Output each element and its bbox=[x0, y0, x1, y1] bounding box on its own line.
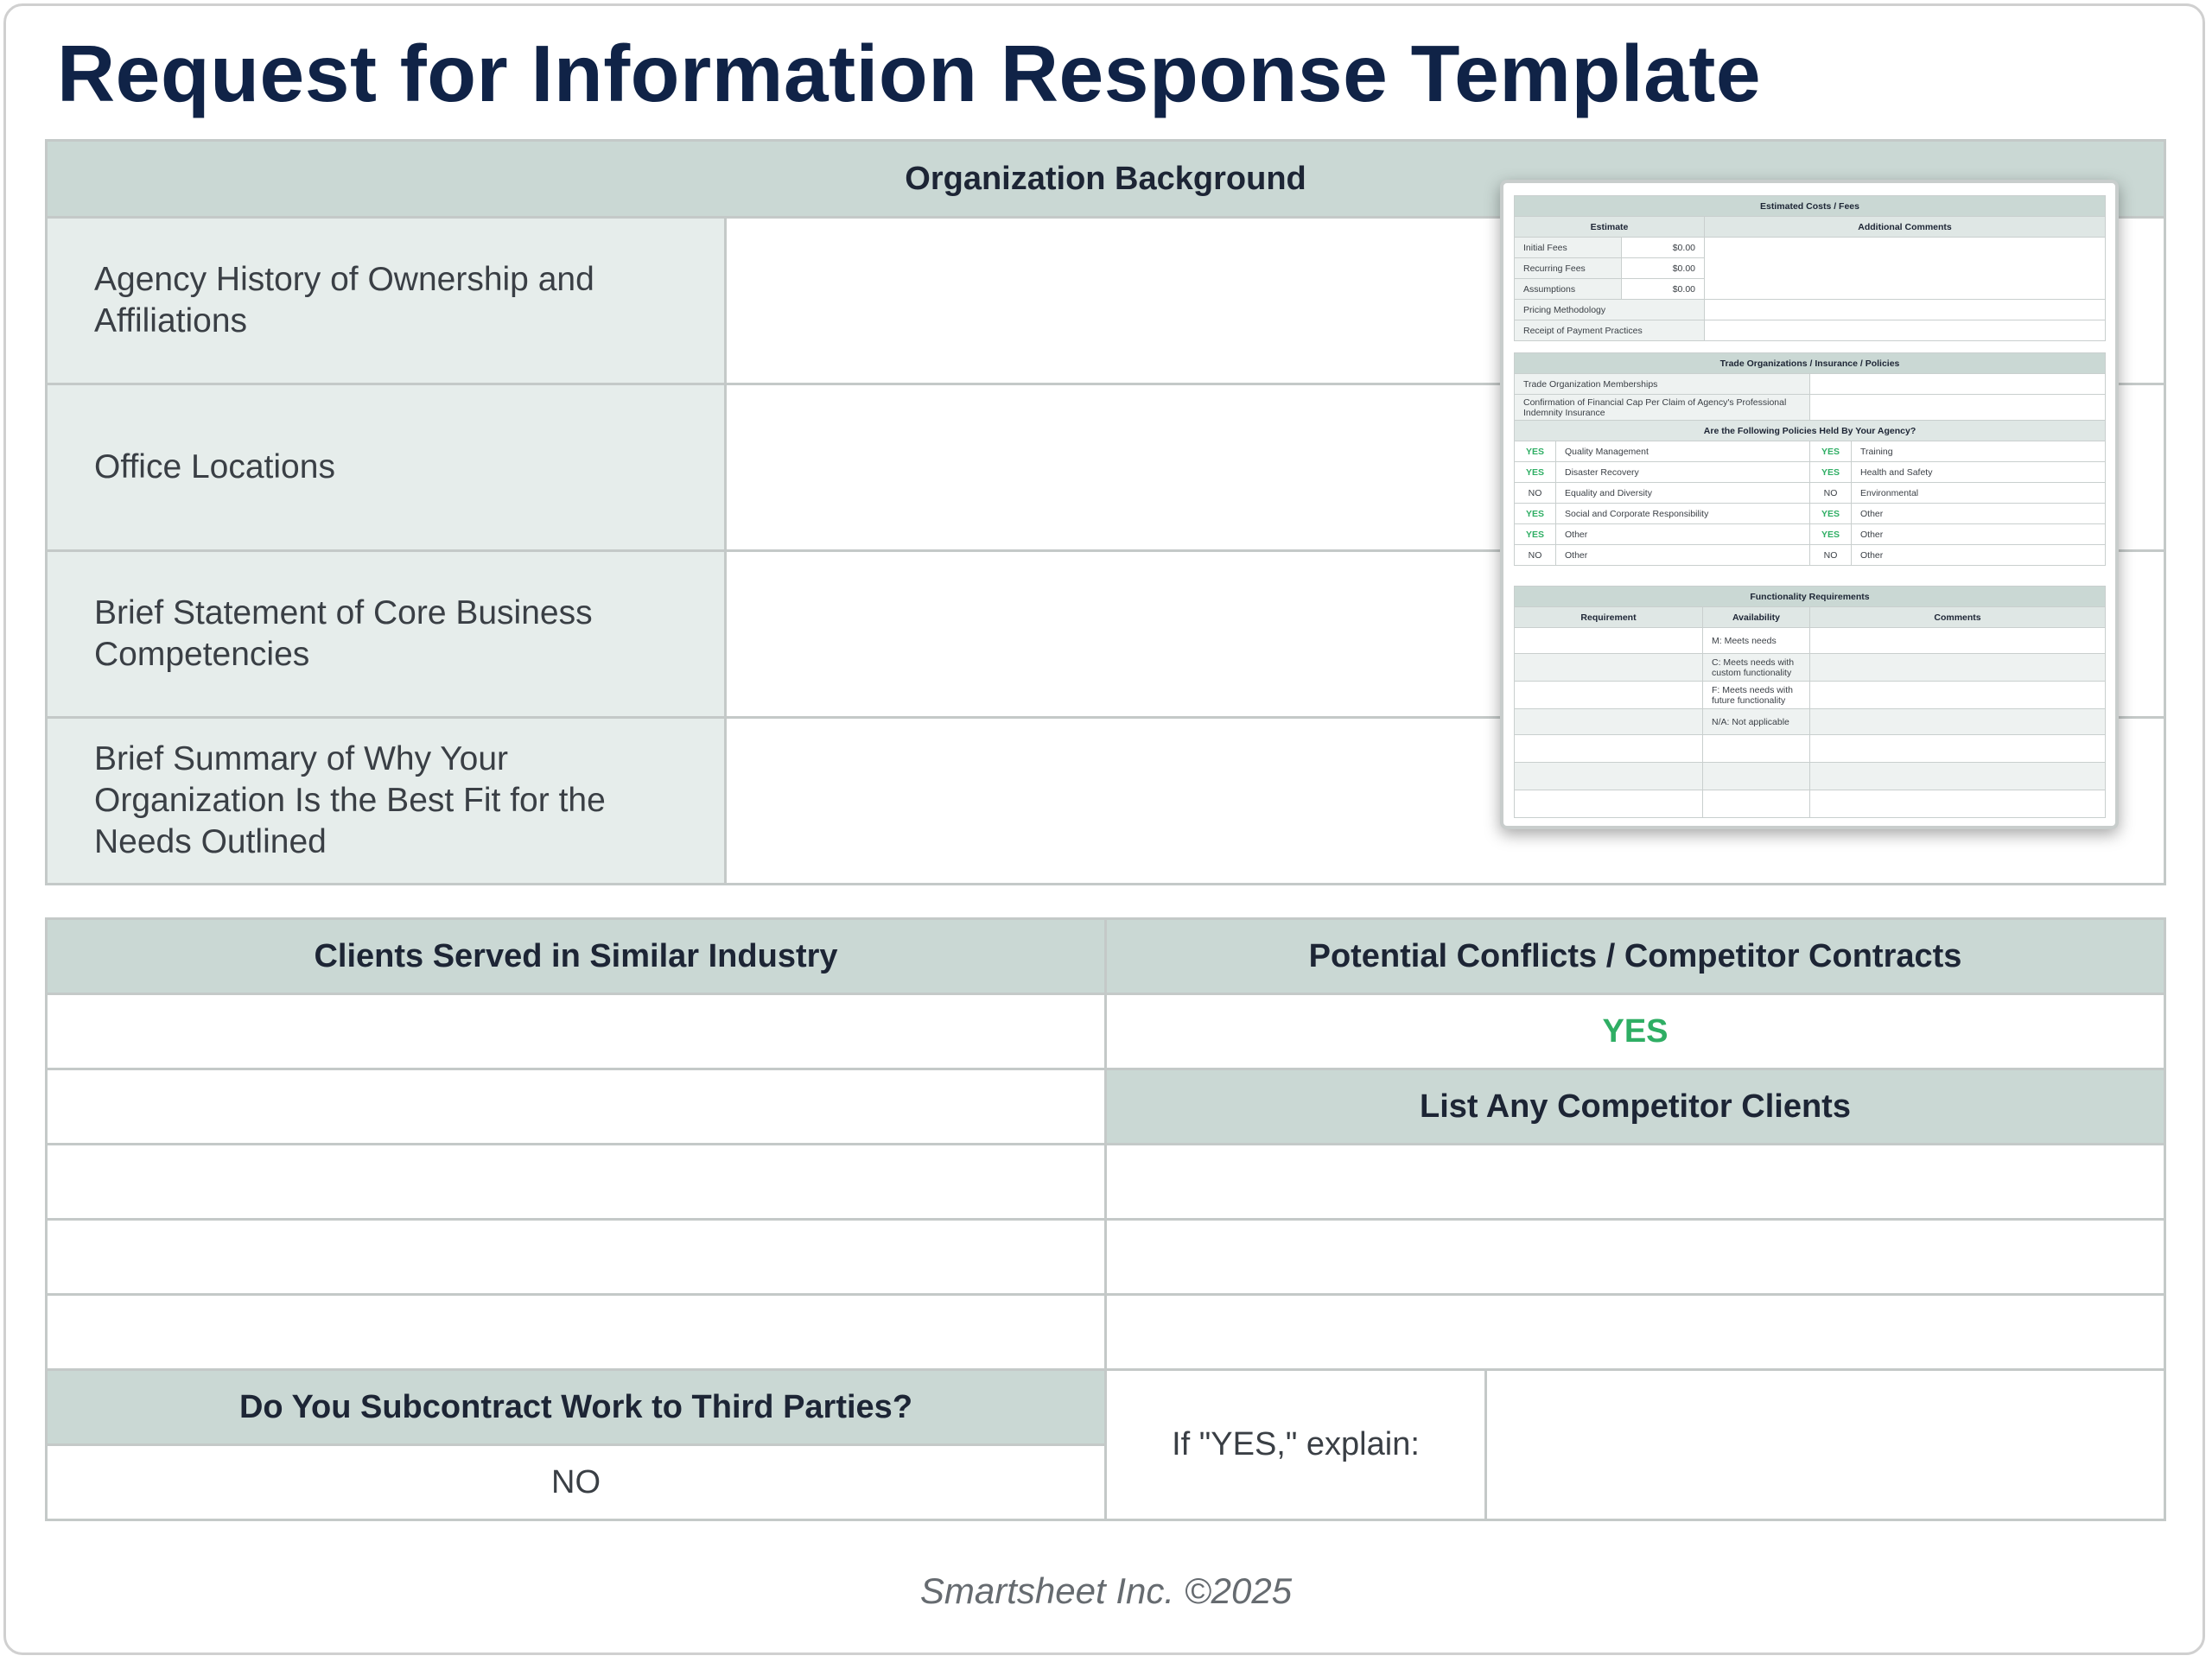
thumb-trade-label: Confirmation of Financial Cap Per Claim of Agency's Professional Indemnity Insurance bbox=[1515, 395, 1810, 421]
client-field-4[interactable] bbox=[47, 1220, 1106, 1295]
org-background-header: Organization Background bbox=[47, 141, 2165, 218]
thumb-availability-option: F: Meets needs with future functionality bbox=[1703, 682, 1810, 709]
thumb-policy-label: Social and Corporate Responsibility bbox=[1556, 504, 1810, 524]
thumb-costs-header: Estimated Costs / Fees bbox=[1515, 196, 2106, 217]
competitor-client-field-3[interactable] bbox=[1106, 1295, 2165, 1370]
thumb-availability-option: M: Meets needs bbox=[1703, 628, 1810, 654]
competitor-clients-header: List Any Competitor Clients bbox=[1106, 1069, 2165, 1145]
thumb-estimate-col: Estimate bbox=[1515, 217, 1705, 238]
thumb-policy-value: YES bbox=[1810, 462, 1852, 483]
clients-served-header: Clients Served in Similar Industry bbox=[47, 919, 1106, 994]
conflicts-header: Potential Conflicts / Competitor Contracts bbox=[1106, 919, 2165, 994]
thumb-cost-value: $0.00 bbox=[1622, 279, 1705, 300]
page-title: Request for Information Response Template bbox=[57, 29, 1762, 118]
thumb-policy-value: NO bbox=[1515, 483, 1556, 504]
thumb-policy-label: Other bbox=[1852, 504, 2106, 524]
thumb-policy-label: Other bbox=[1852, 545, 2106, 566]
thumb-requirement-col: Requirement bbox=[1515, 607, 1703, 628]
thumb-policies-header: Are the Following Policies Held By Your Agency? bbox=[1515, 421, 2106, 441]
thumb-policy-value: YES bbox=[1810, 504, 1852, 524]
thumb-policy-value: YES bbox=[1515, 504, 1556, 524]
client-field-1[interactable] bbox=[47, 994, 1106, 1069]
thumb-cost-label: Receipt of Payment Practices bbox=[1515, 320, 1705, 341]
thumb-func-comments-col: Comments bbox=[1810, 607, 2106, 628]
thumb-cost-comment bbox=[1705, 320, 2106, 341]
thumb-policy-label: Equality and Diversity bbox=[1556, 483, 1810, 504]
thumb-policy-label: Other bbox=[1556, 545, 1810, 566]
thumb-policy-value: YES bbox=[1810, 524, 1852, 545]
thumb-policy-label: Other bbox=[1556, 524, 1810, 545]
thumb-policy-value: YES bbox=[1810, 441, 1852, 462]
conflicts-value[interactable]: YES bbox=[1106, 994, 2165, 1069]
thumb-policy-value: NO bbox=[1810, 483, 1852, 504]
thumb-cost-comment bbox=[1705, 238, 2106, 300]
client-field-3[interactable] bbox=[47, 1145, 1106, 1220]
thumb-policy-value: NO bbox=[1515, 545, 1556, 566]
thumb-func-header: Functionality Requirements bbox=[1515, 587, 2106, 607]
thumb-policy-label: Environmental bbox=[1852, 483, 2106, 504]
template-preview-thumbnail bbox=[1500, 180, 2119, 829]
thumb-trade-table bbox=[1514, 352, 2106, 566]
clients-conflicts-table bbox=[45, 917, 2166, 1521]
thumb-policy-value: YES bbox=[1515, 462, 1556, 483]
thumb-comments-col: Additional Comments bbox=[1705, 217, 2106, 238]
thumb-availability-col: Availability bbox=[1703, 607, 1810, 628]
explain-label: If "YES," explain: bbox=[1106, 1370, 1486, 1520]
core-competencies-label: Brief Statement of Core Business Competencies bbox=[47, 551, 726, 718]
ownership-history-label: Agency History of Ownership and Affiliations bbox=[47, 218, 726, 384]
client-field-5[interactable] bbox=[47, 1295, 1106, 1370]
thumb-availability-option: C: Meets needs with custom functionality bbox=[1703, 654, 1810, 682]
thumb-availability-option: N/A: Not applicable bbox=[1703, 709, 1810, 735]
thumb-costs-table bbox=[1514, 195, 2106, 341]
explain-field[interactable] bbox=[1486, 1370, 2165, 1520]
competitor-client-field-2[interactable] bbox=[1106, 1220, 2165, 1295]
thumb-functionality-table bbox=[1514, 586, 2106, 818]
thumb-trade-value bbox=[1810, 395, 2106, 421]
thumb-policy-value: YES bbox=[1515, 441, 1556, 462]
office-locations-label: Office Locations bbox=[47, 384, 726, 551]
thumb-policy-value: YES bbox=[1515, 524, 1556, 545]
thumb-policy-label: Health and Safety bbox=[1852, 462, 2106, 483]
best-fit-summary-label: Brief Summary of Why Your Organization Is the Best Fit for the Needs Outlined bbox=[47, 718, 726, 885]
competitor-client-field-1[interactable] bbox=[1106, 1145, 2165, 1220]
subcontract-header: Do You Subcontract Work to Third Parties? bbox=[47, 1370, 1106, 1445]
thumb-trade-value bbox=[1810, 374, 2106, 395]
thumb-cost-label: Assumptions bbox=[1515, 279, 1622, 300]
thumb-cost-label: Pricing Methodology bbox=[1515, 300, 1705, 320]
thumb-cost-label: Recurring Fees bbox=[1515, 258, 1622, 279]
thumb-cost-comment bbox=[1705, 300, 2106, 320]
thumb-policy-label: Quality Management bbox=[1556, 441, 1810, 462]
thumb-cost-label: Initial Fees bbox=[1515, 238, 1622, 258]
thumb-policy-label: Other bbox=[1852, 524, 2106, 545]
thumb-policy-value: NO bbox=[1810, 545, 1852, 566]
client-field-2[interactable] bbox=[47, 1069, 1106, 1145]
footer-copyright: Smartsheet Inc. ©2025 bbox=[919, 1570, 1293, 1611]
thumb-trade-label: Trade Organization Memberships bbox=[1515, 374, 1810, 395]
subcontract-value[interactable]: NO bbox=[47, 1445, 1106, 1520]
thumb-policy-label: Training bbox=[1852, 441, 2106, 462]
thumb-cost-value: $0.00 bbox=[1622, 238, 1705, 258]
thumb-trade-header: Trade Organizations / Insurance / Policies bbox=[1515, 353, 2106, 374]
thumb-cost-value: $0.00 bbox=[1622, 258, 1705, 279]
thumb-policy-label: Disaster Recovery bbox=[1556, 462, 1810, 483]
